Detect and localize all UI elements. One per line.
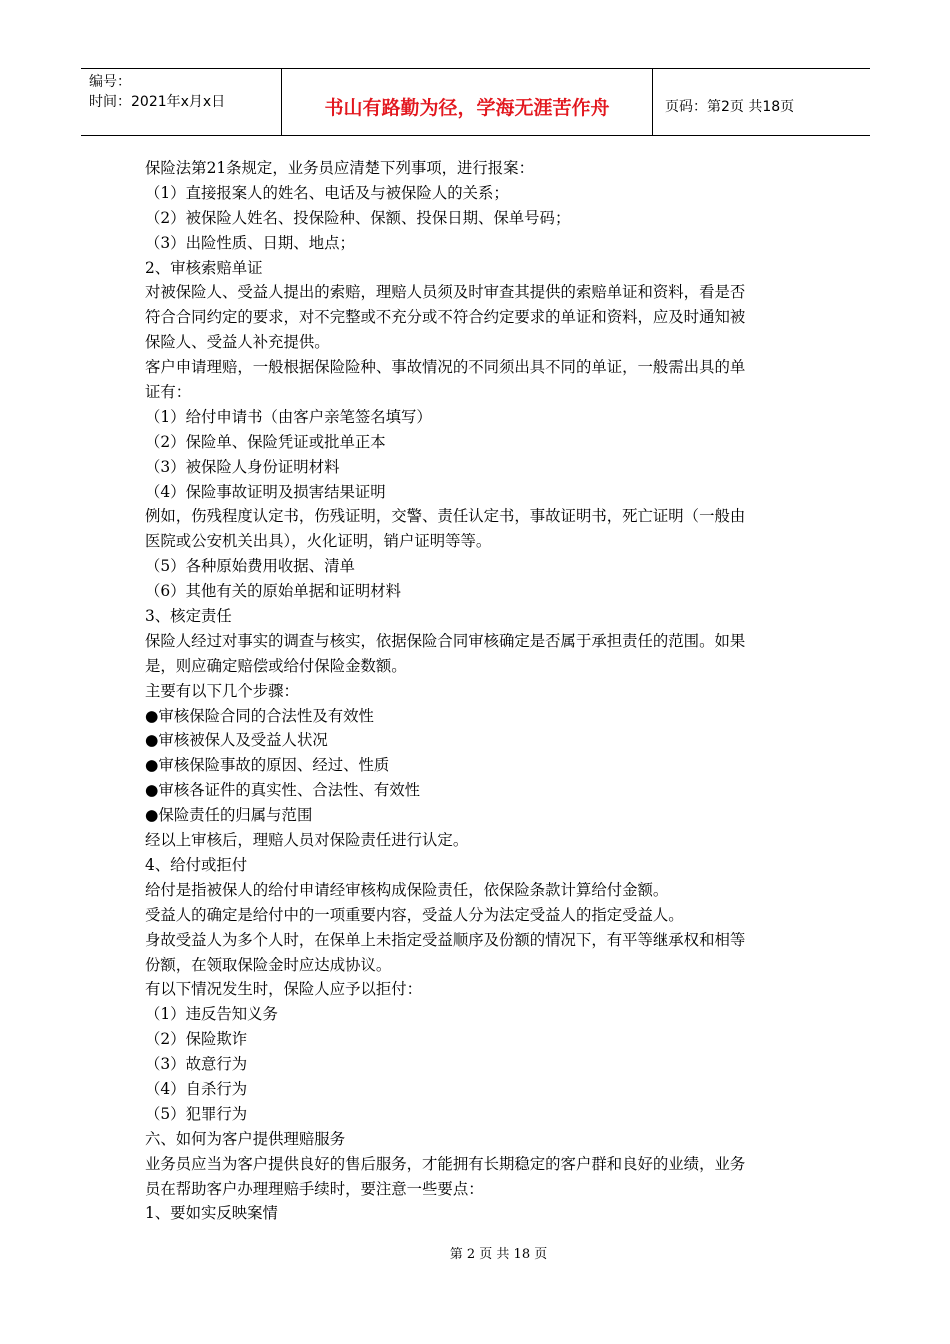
text-line: 六、如何为客户提供理赔服务 (145, 1129, 346, 1148)
header-page-info: 页码：第2页 共18页 (665, 99, 795, 115)
text-line: （2）保险欺诈 (145, 1030, 248, 1049)
text-line: 保险人、受益人补充提供。 (145, 333, 330, 352)
text-line: （6）其他有关的原始单据和证明材料 (145, 582, 402, 601)
document-body (145, 156, 810, 1226)
text-line: （2）保险单、保险凭证或批单正本 (145, 432, 386, 451)
text-line: ●审核各证件的真实性、合法性、有效性 (145, 781, 421, 800)
text-line: 有以下情况发生时，保险人应予以拒付： (145, 980, 423, 999)
text-line: 份额，在领取保险金时应达成协议。 (145, 955, 392, 974)
page-header (81, 68, 870, 136)
text-line: 4、给付或拒付 (145, 855, 248, 874)
text-line: 是，则应确定赔偿或给付保险金数额。 (145, 656, 407, 675)
text-line: 对被保险人、受益人提出的索赔，理赔人员须及时审查其提供的索赔单证和资料，看是否 (145, 283, 746, 302)
text-line: 受益人的确定是给付中的一项重要内容，受益人分为法定受益人的指定受益人。 (145, 905, 684, 924)
text-line: 业务员应当为客户提供良好的售后服务，才能拥有长期稳定的客户群和良好的业绩，业务 (145, 1154, 746, 1173)
text-line: 身故受益人为多个人时，在保单上未指定受益顺序及份额的情况下，有平等继承权和相等 (145, 930, 746, 949)
document-date: 时间：2021年x月x日 (89, 94, 226, 110)
text-line: 客户申请理赔，一般根据保险险种、事故情况的不同须出具不同的单证，一般需出具的单 (145, 358, 746, 377)
text-line: 2、审核索赔单证 (145, 258, 263, 277)
text-line: （5）各种原始费用收据、清单 (145, 557, 355, 576)
text-line: （5）犯罪行为 (145, 1104, 248, 1123)
text-line: （1）直接报案人的姓名、电话及与被保险人的关系； (145, 183, 509, 202)
text-line: 主要有以下几个步骤： (145, 681, 299, 700)
text-line: 员在帮助客户办理理赔手续时，要注意一些要点： (145, 1179, 484, 1198)
text-line: 医院或公安机关出具），火化证明，销户证明等等。 (145, 532, 492, 551)
text-line: （4）自杀行为 (145, 1079, 248, 1098)
text-line: （1）违反告知义务 (145, 1005, 278, 1024)
header-meta (81, 69, 282, 135)
text-line: 符合合同约定的要求，对不完整或不充分或不符合约定要求的单证和资料，应及时通知被 (145, 308, 746, 327)
text-line: ●审核保险事故的原因、经过、性质 (145, 756, 390, 775)
text-line: （1）给付申请书（由客户亲笔签名填写） (145, 407, 432, 426)
text-line: 保险人经过对事实的调查与核实，依据保险合同审核确定是否属于承担责任的范围。如果 (145, 631, 746, 650)
text-line: （3）出险性质、日期、地点； (145, 233, 355, 252)
text-line: 1、要如实反映案情 (145, 1204, 278, 1223)
text-line: （3）故意行为 (145, 1055, 248, 1074)
text-line: 经以上审核后，理赔人员对保险责任进行认定。 (145, 831, 469, 850)
page-footer: 第 2 页 共 18 页 (449, 1247, 548, 1262)
text-line: 证有： (145, 383, 192, 402)
text-line: ●审核被保人及受益人状况 (145, 731, 328, 750)
text-line: 3、核定责任 (145, 607, 232, 626)
document-number: 编号： (89, 74, 131, 90)
text-line: ●保险责任的归属与范围 (145, 806, 313, 825)
text-line: ●审核保险合同的合法性及有效性 (145, 706, 374, 725)
header-motto: 书山有路勤为径，学海无涯苦作舟 (282, 69, 653, 135)
text-line: （4）保险事故证明及损害结果证明 (145, 482, 386, 501)
text-line: （2）被保险人姓名、投保险种、保额、投保日期、保单号码； (145, 208, 571, 227)
text-line: 给付是指被保人的给付申请经审核构成保险责任，依保险条款计算给付金额。 (145, 880, 669, 899)
text-line: 保险法第21条规定，业务员应清楚下列事项，进行报案： (145, 159, 534, 177)
text-line: 例如，伤残程度认定书，伤残证明，交警、责任认定书，事故证明书，死亡证明（一般由 (145, 507, 746, 526)
text-line: （3）被保险人身份证明材料 (145, 457, 340, 476)
